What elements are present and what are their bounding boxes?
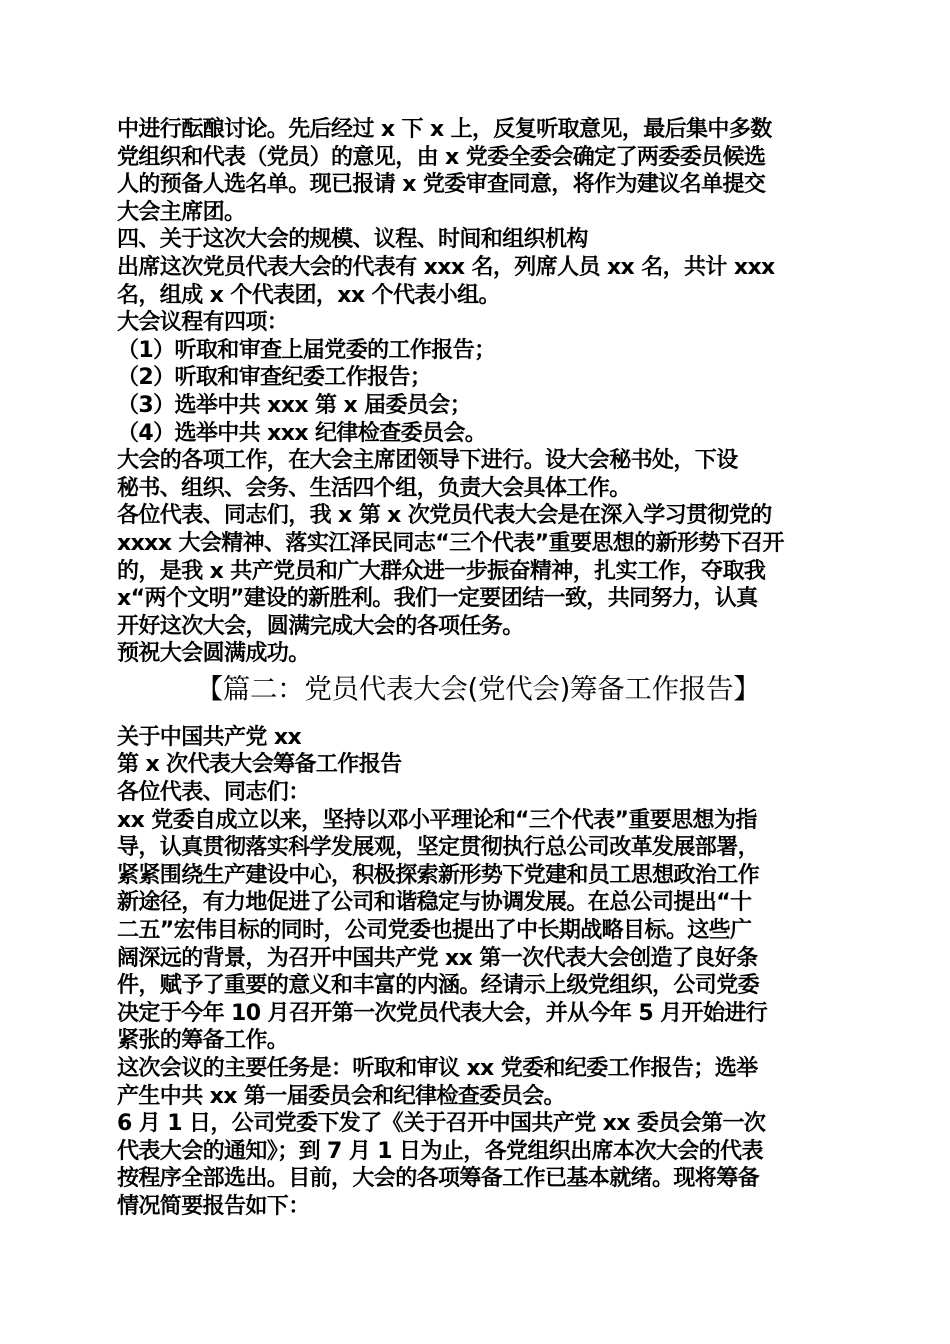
text-line: 按程序全部选出。目前，大会的各项筹备工作已基本就绪。现将筹备 <box>117 1166 760 1192</box>
section-title: 【篇二：党员代表大会(党代会)筹备工作报告】 <box>195 672 761 705</box>
text-line: 四、关于这次大会的规模、议程、时间和组织机构 <box>117 227 588 253</box>
section-two-text <box>117 724 839 1221</box>
text-line: 第 x 次代表大会筹备工作报告 <box>117 752 402 778</box>
text-line: 紧紧围绕生产建设中心，积极探索新形势下党建和员工思想政治工作 <box>117 862 760 888</box>
text-line: 关于中国共产党 xx <box>117 724 302 750</box>
text-line: （4）选举中共 xxx 纪律检查委员会。 <box>117 420 487 446</box>
text-line: （3）选举中共 xxx 第 x 届委员会； <box>117 392 472 418</box>
text-line: 二五”宏伟目标的同时，公司党委也提出了中长期战略目标。这些广 <box>117 918 752 944</box>
text-line: 紧张的筹备工作。 <box>117 1028 289 1054</box>
text-line: 名，组成 x 个代表团，xx 个代表小组。 <box>117 282 500 308</box>
text-line: xxxx 大会精神、落实江泽民同志“三个代表”重要思想的新形势下召开 <box>117 530 784 556</box>
text-line: 党组织和代表（党员）的意见，由 x 党委全委会确定了两委委员候选 <box>117 144 766 170</box>
text-line: 阔深远的背景，为召开中国共产党 xx 第一次代表大会创造了良好条 <box>117 945 758 971</box>
text-line: 预祝大会圆满成功。 <box>117 641 310 667</box>
text-line: 大会议程有四项： <box>117 310 289 336</box>
text-line: 大会主席团。 <box>117 199 246 225</box>
text-line: 开好这次大会，圆满完成大会的各项任务。 <box>117 613 524 639</box>
text-line: 决定于今年 10 月召开第一次党员代表大会，并从今年 5 月开始进行 <box>117 1000 768 1026</box>
text-line: 这次会议的主要任务是：听取和审议 xx 党委和纪委工作报告；选举 <box>117 1056 758 1081</box>
text-line: 中进行酝酿讨论。先后经过 x 下 x 上，反复听取意见，最后集中多数 <box>117 117 772 142</box>
text-line: 新途径，有力地促进了公司和谐稳定与协调发展。在总公司提出“十 <box>117 890 752 916</box>
text-line: x“两个文明”建设的新胜利。我们一定要团结一致，共同努力，认真 <box>117 586 758 612</box>
text-line: 导，认真贯彻落实科学发展观，坚定贯彻执行总公司改革发展部署， <box>117 835 760 861</box>
text-line: 各位代表、同志们，我 x 第 x 次党员代表大会是在深入学习贯彻党的 <box>117 503 772 529</box>
text-line: （1）听取和审查上届党委的工作报告； <box>117 337 496 363</box>
text-line: 件，赋予了重要的意义和丰富的内涵。经请示上级党组织，公司党委 <box>117 973 760 999</box>
text-line: 的，是我 x 共产党员和广大群众进一步振奋精神，扎实工作，夺取我 <box>117 558 766 584</box>
text-line: xx 党委自成立以来，坚持以邓小平理论和“三个代表”重要思想为指 <box>117 807 757 833</box>
text-line: 人的预备人选名单。现已报请 x 党委审查同意，将作为建议名单提交 <box>117 172 766 198</box>
text-line: （2）听取和审查纪委工作报告； <box>117 365 432 391</box>
text-line: 产生中共 xx 第一届委员会和纪律检查委员会。 <box>117 1083 565 1109</box>
document-body <box>117 116 839 1221</box>
text-line: 6 月 1 日，公司党委下发了《关于召开中国共产党 xx 委员会第一次 <box>117 1111 766 1137</box>
text-line: 出席这次党员代表大会的代表有 xxx 名，列席人员 xx 名，共计 xxx <box>117 254 775 280</box>
section-one-text <box>117 116 839 668</box>
text-line: 各位代表、同志们： <box>117 780 310 806</box>
text-line: 情况简要报告如下： <box>117 1193 310 1219</box>
text-line: 秘书、组织、会务、生活四个组，负责大会具体工作。 <box>117 475 631 501</box>
text-line: 大会的各项工作，在大会主席团领导下进行。设大会秘书处，下设 <box>117 448 738 474</box>
text-line: 代表大会的通知》；到 7 月 1 日为止，各党组织出席本次大会的代表 <box>117 1138 763 1164</box>
